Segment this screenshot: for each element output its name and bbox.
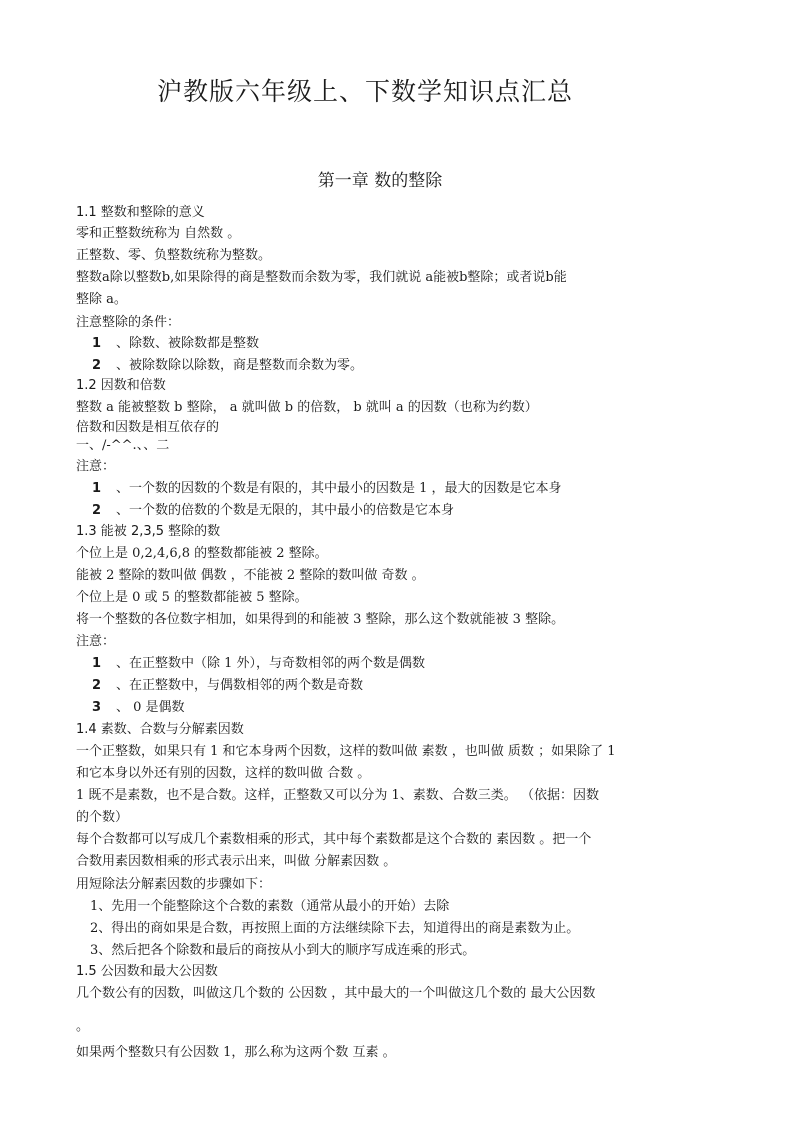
list-item-text: 、在正整数中（除 1 外），与奇数相邻的两个数是偶数 <box>116 656 426 671</box>
step-item: 3、然后把各个除数和最后的商按从小到大的顺序写成连乘的形式。 <box>90 943 476 958</box>
text-line: 注意： <box>76 634 116 649</box>
list-number: 1 <box>92 336 102 351</box>
text-line: 个位上是 0,2,4,6,8 的整数都能被 2 整除。 <box>76 546 328 561</box>
chapter-heading: 第一章 数的整除 <box>317 171 443 191</box>
text-line: 和它本身以外还有别的因数，这样的数叫做 合数 。 <box>76 766 371 781</box>
text-line: 整除 a。 <box>76 292 127 307</box>
section-heading: 1.4 素数、合数与分解素因数 <box>76 722 244 737</box>
text-line: 几个数公有的因数，叫做这几个数的 公因数 ，其中最大的一个叫做这几个数的 最大公因数 <box>76 986 596 1001</box>
section-heading: 1.3 能被 2,3,5 整除的数 <box>76 524 221 539</box>
document-title: 沪教版六年级上、下数学知识点汇总 <box>157 77 574 106</box>
list-item-text: 、一个数的因数的个数是有限的，其中最小的因数是 1 ，最大的因数是它本身 <box>116 481 562 496</box>
list-item <box>92 502 454 520</box>
section-heading: 1.1 整数和整除的意义 <box>76 205 205 220</box>
text-line: 一个正整数，如果只有 1 和它本身两个因数，这样的数叫做 素数 ，也叫做 质数 ；如果除了 1 <box>76 744 616 759</box>
text-line: 整数 a 能被整数 b 整除， a 就叫做 b 的倍数， b 就叫 a 的因数（也称为约数） <box>76 400 538 415</box>
list-item <box>92 335 259 353</box>
list-item-text: 、一个数的倍数的个数是无限的，其中最小的倍数是它本身 <box>116 503 455 518</box>
step-item: 1、先用一个能整除这个合数的素数（通常从最小的开始）去除 <box>90 899 450 914</box>
text-line: 1 既不是素数，也不是合数。这样，正整数又可以分为 1、素数、合数三类。 （依据：因数 <box>76 788 599 803</box>
list-item <box>92 677 363 695</box>
list-item <box>92 699 185 717</box>
text-line: 如果两个整数只有公因数 1，那么称为这两个数 互素 。 <box>76 1045 396 1060</box>
text-line: 合数用素因数相乘的形式表示出来，叫做 分解素因数 。 <box>76 854 397 869</box>
text-line: 注意： <box>76 459 116 474</box>
list-item-text: 、在正整数中，与偶数相邻的两个数是奇数 <box>116 678 364 693</box>
section-heading: 1.2 因数和倍数 <box>76 378 166 393</box>
text-line: 倍数和因数是相互依存的 <box>76 420 220 435</box>
list-item <box>92 357 363 375</box>
text-line: 正整数、零、负整数统称为整数。 <box>76 248 272 263</box>
text-line: 整数a除以整数b,如果除得的商是整数而余数为零，我们就说 a能被b整除；或者说b能 <box>76 270 567 285</box>
text-line: 用短除法分解素因数的步骤如下： <box>76 877 272 892</box>
list-number: 1 <box>92 481 102 496</box>
text-line: 。 <box>76 1019 90 1034</box>
text-line: 注意整除的条件： <box>76 315 181 330</box>
step-item: 2、得出的商如果是合数，再按照上面的方法继续除下去，知道得出的商是素数为止。 <box>90 921 580 936</box>
list-item-text: 、被除数除以除数，商是整数而余数为零。 <box>116 358 364 373</box>
list-number: 2 <box>92 678 102 693</box>
list-item <box>92 655 425 673</box>
list-item <box>92 480 562 498</box>
list-number: 3 <box>92 700 102 715</box>
text-line: 个位上是 0 或 5 的整数都能被 5 整除。 <box>76 590 308 605</box>
text-line: 能被 2 整除的数叫做 偶数 ，不能被 2 整除的数叫做 奇数 。 <box>76 568 425 583</box>
text-line: 每个合数都可以写成几个素数相乘的形式，其中每个素数都是这个合数的 素因数 。把一个 <box>76 832 592 847</box>
text-line: 一、/-^^.、、二 <box>76 438 170 453</box>
text-line: 将一个整数的各位数字相加，如果得到的和能被 3 整除，那么这个数就能被 3 整除。 <box>76 612 565 627</box>
list-number: 2 <box>92 358 102 373</box>
section-heading: 1.5 公因数和最大公因数 <box>76 964 218 979</box>
list-item-text: 、 0 是偶数 <box>116 700 185 715</box>
text-line: 的个数） <box>76 810 129 825</box>
text-line: 零和正整数统称为 自然数 。 <box>76 226 241 241</box>
list-item-text: 、除数、被除数都是整数 <box>116 336 260 351</box>
list-number: 2 <box>92 503 102 518</box>
list-number: 1 <box>92 656 102 671</box>
